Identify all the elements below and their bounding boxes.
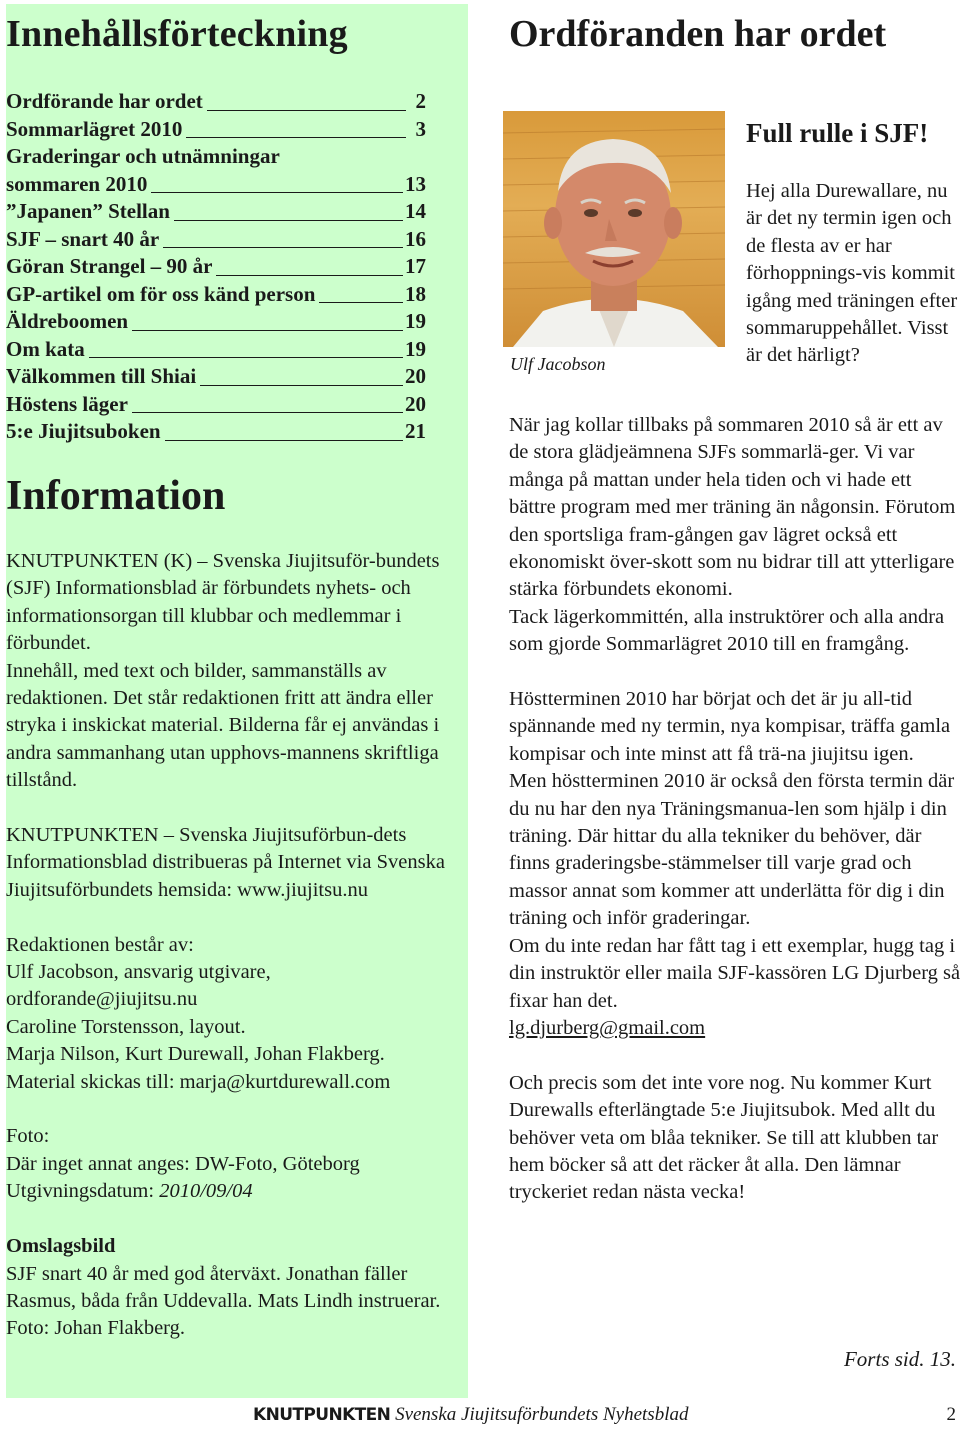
toc-leader <box>163 247 403 248</box>
editors-label: Redaktionen består av: <box>6 933 194 956</box>
toc-entry-title: ”Japanen” Stellan <box>6 199 170 223</box>
toc-entry-page: 20 <box>405 364 426 388</box>
info-paragraph: KNUTPUNKTEN (K) – Svenska Jiujitsuför-bundets (SJF) Informationsblad är förbundets nyhets- och informationsorgan till klubbar och medlemmar i förbundet. <box>6 550 440 655</box>
date-line <box>6 1178 456 1205</box>
toc-heading: Innehållsförteckning <box>6 13 348 55</box>
toc-entry[interactable] <box>6 171 426 199</box>
toc-leader <box>151 192 403 193</box>
toc-list <box>6 88 426 446</box>
toc-entry-page: 2 <box>415 89 426 113</box>
toc-entry[interactable] <box>6 363 426 391</box>
toc-entry[interactable] <box>6 253 426 281</box>
toc-entry-title: Om kata <box>6 336 85 361</box>
article-heading: Ordföranden har ordet <box>509 13 887 55</box>
article-paragraph: Om du inte redan har fått tag i ett exemplar, hugg tag i din instruktör eller maila SJF-kassören LG Djurberg så fixar han det. <box>509 934 960 1012</box>
editor-line: Marja Nilson, Kurt Durewall, Johan Flakberg. <box>6 1043 385 1066</box>
info-paragraph: KNUTPUNKTEN – Svenska Jiujitsuförbun-dets Informationsblad distribueras på Internet via Svenska Jiujitsuförbundets hemsida: www.jiujitsu.nu <box>6 824 445 901</box>
toc-leader <box>186 137 406 138</box>
article-paragraph: När jag kollar tillbaks på sommaren 2010 så är ett av de stora glädjeämnena SJFs sommarlä-ger. Vi var många på mattan under hela tiden och vi hade ett bättre program med mer träning än någonsin. Förutom den sportsliga fram-gången gav lägret också ett ekonomiskt över-skott som nu bidrar till att ytterligare stärka förbundets ekonomi. <box>509 414 956 601</box>
page-number: 2 <box>946 1404 956 1425</box>
toc-entry-title: 5:e Jiujitsuboken <box>6 419 161 443</box>
date-label: Utgivningsdatum: <box>6 1180 160 1203</box>
toc-entry[interactable] <box>6 391 426 419</box>
toc-leader <box>174 220 403 221</box>
toc-entry-title: Ordförande har ordet <box>6 89 203 113</box>
date-value: 2010/09/04 <box>159 1180 253 1203</box>
article-paragraph: Och precis som det inte vore nog. Nu kommer Kurt Durewalls efterlängtade 5:e Jiujitsubok. Med allt du behöver veta om blåa tekniker. Se till att klubben tar hem böcker så att det räcker åt alla. Den lämnar tryckeriet redan nästa vecka! <box>509 1071 939 1204</box>
lead-title: Full rulle i SJF! <box>746 118 929 148</box>
toc-entry-title: Graderingar och utnämningar <box>6 144 280 168</box>
toc-entry-title: Sommarlägret 2010 <box>6 116 183 141</box>
foto-label: Foto: <box>6 1125 50 1148</box>
toc-entry-page: 21 <box>405 419 426 443</box>
cover-text: SJF snart 40 år med god återväxt. Jonathan fäller Rasmus, båda från Uddevalla. Mats Lindh instruerar. Foto: Johan Flakberg. <box>6 1262 441 1340</box>
article-paragraph: Men höstterminen 2010 är också den första termin där du nu har den nya Träningsmanua-len som hjälp i din träning. Där hittar du alla tekniker du behöver, där finns graderingsbe-stämmelser till varje grad och massor annat som kommer att underlätta för dig i din träning och inför graderingar. <box>509 770 955 930</box>
lead-body <box>746 178 960 370</box>
editor-line: Ulf Jacobson, ansvarig utgivare, <box>6 961 271 984</box>
toc-entry[interactable] <box>6 281 426 309</box>
toc-leader <box>132 412 403 413</box>
toc-leader <box>207 110 406 111</box>
continued-note: Forts sid. 13. <box>843 1347 956 1371</box>
toc-entry[interactable] <box>6 418 426 446</box>
toc-entry-page: 14 <box>405 199 426 223</box>
toc-entry-page: 3 <box>415 116 426 141</box>
toc-entry-title: Höstens läger <box>6 391 128 416</box>
toc-entry-title: SJF – snart 40 år <box>6 226 160 251</box>
article-paragraph: Tack lägerkommittén, alla instruktörer och alla andra som gjorde Sommarlägret 2010 till en framgång. <box>509 605 945 656</box>
toc-entry-title: GP-artikel om för oss känd person <box>6 281 316 306</box>
toc-entry-page: 18 <box>405 281 426 306</box>
toc-entry-page: 19 <box>405 309 426 333</box>
toc-leader <box>319 302 403 303</box>
article-paragraph: Höstterminen 2010 har börjat och det är ju all-tid spännande med ny termin, nya kompisar, träffa gamla kompisar och inte minst att få trä-na jiujitsu igen. <box>509 688 951 765</box>
info-heading: Information <box>6 473 226 519</box>
cover-label: Omslagsbild <box>6 1235 116 1258</box>
info-body <box>6 548 456 1343</box>
lead-paragraph: Hej alla Durewallare, nu är det ny termin igen och de flesta av er har förhoppnings-vis kommit igång med träningen efter sommaruppehållet. Visst är det härligt? <box>746 180 958 367</box>
footer-brand: KNUTPUNKTEN <box>253 1405 391 1425</box>
toc-entry[interactable] <box>6 336 426 364</box>
toc-entry[interactable] <box>6 308 426 336</box>
toc-entry-title: Äldreboomen <box>6 309 129 333</box>
chairman-photo <box>503 111 725 347</box>
editor-email[interactable]: ordforande@jiujitsu.nu <box>6 988 198 1011</box>
article-body <box>509 412 960 1207</box>
footer <box>253 1404 688 1426</box>
toc-leader <box>132 330 403 331</box>
toc-entry-title: Göran Strangel – 90 år <box>6 254 213 278</box>
editor-line: Caroline Torstensson, layout. <box>6 1015 246 1038</box>
toc-entry-page: 17 <box>405 254 426 278</box>
toc-entry[interactable] <box>6 116 426 144</box>
toc-entry[interactable] <box>6 88 426 116</box>
toc-leader <box>165 440 403 441</box>
info-paragraph: Innehåll, med text och bilder, sammanställs av redaktionen. Det står redaktionen fritt att ändra eller stryka i inskickat material. Bilderna får ej användas i andra sammanhang utan upphovs-mannens skriftliga tillstånd. <box>6 659 440 792</box>
toc-entry-page: 16 <box>405 226 426 251</box>
toc-entry-title: Välkommen till Shiai <box>6 364 197 388</box>
toc-leader <box>200 385 403 386</box>
toc-leader <box>89 357 403 358</box>
toc-leader <box>216 275 403 276</box>
toc-entry-title: sommaren 2010 <box>6 171 148 196</box>
toc-entry-page: 20 <box>405 391 426 416</box>
foto-text: Där inget annat anges: DW-Foto, Göteborg <box>6 1152 360 1175</box>
material-line: Material skickas till: marja@kurtdurewall.com <box>6 1070 391 1093</box>
photo-caption: Ulf Jacobson <box>510 354 606 374</box>
email-link[interactable]: lg.djurberg@gmail.com <box>509 1016 706 1039</box>
toc-entry-page: 13 <box>405 171 426 196</box>
toc-entry-page: 19 <box>405 336 426 361</box>
toc-entry[interactable] <box>6 198 426 226</box>
toc-entry[interactable] <box>6 226 426 254</box>
footer-tagline: Svenska Jiujitsuförbundets Nyhetsblad <box>390 1404 689 1425</box>
